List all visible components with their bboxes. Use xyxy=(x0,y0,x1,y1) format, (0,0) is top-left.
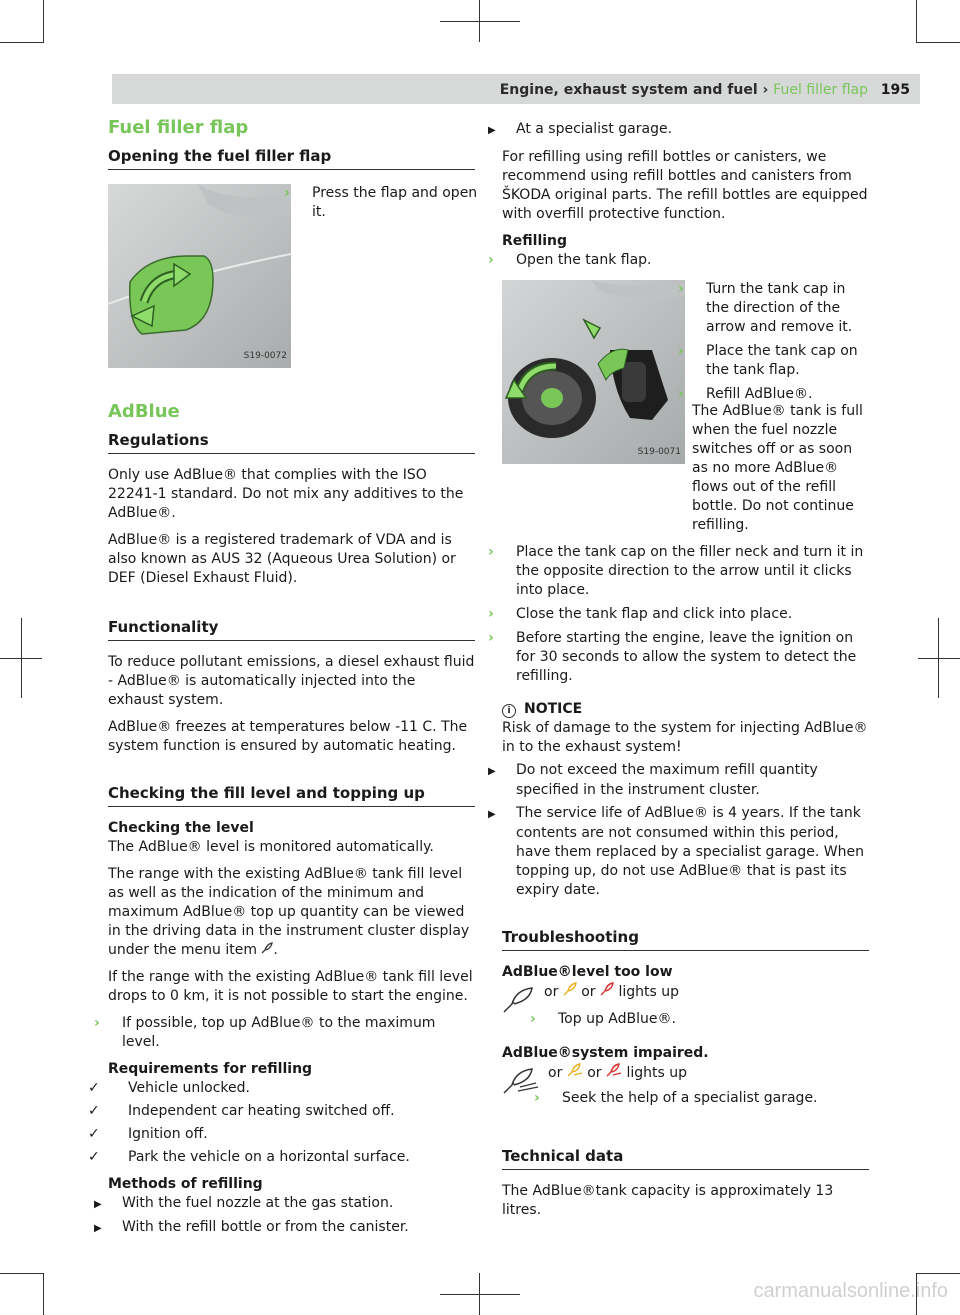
triangle-bullet-icon: ▶ xyxy=(94,1223,102,1234)
step-text: Place the tank cap on the filler neck and turn it in the opposite direction to the arrow until it clicks into place. xyxy=(516,544,864,598)
requirement-item xyxy=(88,1148,475,1167)
left-column xyxy=(88,117,478,1242)
watermark: carmanualsonline.info xyxy=(753,1280,948,1302)
step-text: Place the tank cap on the tank flap. xyxy=(706,343,858,378)
notice-item-text: Do not exceed the maximum refill quantity specified in the instrument cluster. xyxy=(516,762,818,798)
chevron-right-icon: › xyxy=(530,1011,536,1027)
step-after xyxy=(488,605,869,624)
or-text: or xyxy=(581,984,596,1000)
heading-checking: Checking the fill level and topping up xyxy=(108,784,475,807)
method-item xyxy=(94,1218,475,1238)
or-text: or xyxy=(548,1065,563,1081)
chevron-right-icon: › xyxy=(488,544,494,560)
nozzle-yellow-icon xyxy=(563,984,577,1000)
low-indicators xyxy=(544,982,679,1002)
impaired-indicators xyxy=(548,1063,687,1083)
step-after xyxy=(488,543,869,600)
impaired-title: AdBlue®system impaired. xyxy=(502,1045,709,1061)
chevron-right-icon: › xyxy=(534,1090,540,1106)
breadcrumb xyxy=(500,81,868,100)
section-title-fuel-flap: Fuel filler flap xyxy=(108,117,249,138)
check-icon: ✓ xyxy=(88,1080,100,1096)
impaired-block xyxy=(502,1063,869,1123)
figure-code: S19-0071 xyxy=(637,447,681,457)
notice-text: Risk of damage to the system for injecting AdBlue® in to the exhaust system! xyxy=(502,720,868,755)
triangle-bullet-icon: ▶ xyxy=(488,809,496,820)
functionality-p2: AdBlue® freezes at temperatures below -11 C. The system function is ensured by automatic heating. xyxy=(108,719,468,754)
system-yellow-icon xyxy=(567,1065,583,1081)
right-column xyxy=(488,120,869,1228)
requirement-text: Vehicle unlocked. xyxy=(128,1080,250,1096)
label-methods: Methods of refilling xyxy=(108,1176,263,1192)
step-open-text: Open the tank flap. xyxy=(516,252,652,268)
regulations-p1: Only use AdBlue® that complies with the ISO 22241-1 standard. Do not mix any additives to the AdBlue®. xyxy=(108,467,464,521)
chevron-right-icon: › xyxy=(678,281,684,297)
requirement-item xyxy=(88,1079,475,1098)
chevron-right-icon: › xyxy=(488,252,494,268)
refill-note: For refilling using refill bottles or canisters, we recommend using refill bottles and canisters from ŠKODA original parts. The refill bottles are equipped with overfill protective function. xyxy=(502,149,868,222)
step-text: Press the flap and open it. xyxy=(312,185,478,220)
heading-troubleshooting: Troubleshooting xyxy=(502,928,869,951)
notice-heading xyxy=(502,700,869,719)
adblue-cap-photo xyxy=(502,280,685,464)
side-steps xyxy=(678,280,869,412)
page-number: 195 xyxy=(880,82,910,98)
step-top-up xyxy=(94,1014,475,1052)
info-circle-icon: i xyxy=(502,704,516,718)
heading-technical-data: Technical data xyxy=(502,1147,869,1170)
nozzle-red-icon xyxy=(600,984,614,1000)
system-red-icon xyxy=(606,1065,622,1081)
requirement-item xyxy=(88,1102,475,1121)
or-text: or xyxy=(544,984,559,1000)
step-after xyxy=(488,629,869,686)
method-text: With the fuel nozzle at the gas station. xyxy=(122,1195,394,1211)
low-title: AdBlue®level too low xyxy=(502,964,673,980)
low-step-text: Top up AdBlue®. xyxy=(558,1011,676,1027)
triangle-bullet-icon: ▶ xyxy=(488,766,496,777)
or-text: or xyxy=(587,1065,602,1081)
check-icon: ✓ xyxy=(88,1149,100,1165)
requirement-text: Independent car heating switched off. xyxy=(128,1103,395,1119)
breadcrumb-separator: › xyxy=(762,82,769,98)
chevron-right-icon: › xyxy=(488,606,494,622)
step-refill xyxy=(678,385,869,404)
step-text: Turn the tank cap in the direction of the arrow and remove it. xyxy=(706,281,853,335)
requirement-text: Park the vehicle on a horizontal surface. xyxy=(128,1149,410,1165)
label-refilling: Refilling xyxy=(502,233,568,249)
step-text: Close the tank flap and click into place. xyxy=(516,606,793,622)
requirement-text: Ignition off. xyxy=(128,1126,208,1142)
range-text: The range with the existing AdBlue® tank fill level as well as the indication of the minimum and maximum AdBlue® top up quantity can be viewed in the driving data in the instrument cluster display under the menu item . xyxy=(108,866,470,958)
method-text: At a specialist garage. xyxy=(516,121,673,137)
step-text: Refill AdBlue®. xyxy=(706,386,813,402)
chevron-right-icon: › xyxy=(488,630,494,646)
figure-code: S19-0072 xyxy=(243,351,287,361)
method-item xyxy=(488,120,869,140)
lights-up-text: lights up xyxy=(618,984,680,1000)
breadcrumb-current: Fuel filler flap xyxy=(773,82,868,98)
check-icon: ✓ xyxy=(88,1126,100,1142)
functionality-p1: To reduce pollutant emissions, a diesel exhaust fluid - AdBlue® is automatically injected into the exhaust system. xyxy=(108,654,475,708)
zero-text: If the range with the existing AdBlue® tank fill level drops to 0 km, it is not possible to start the engine. xyxy=(108,969,473,1004)
heading-regulations: Regulations xyxy=(108,431,475,454)
technical-text: The AdBlue®tank capacity is approximately 13 litres. xyxy=(502,1183,834,1218)
check-icon: ✓ xyxy=(88,1103,100,1119)
section-title-adblue: AdBlue xyxy=(108,401,180,422)
method-item xyxy=(94,1194,475,1214)
low-step xyxy=(530,1010,676,1029)
heading-functionality: Functionality xyxy=(108,618,475,641)
full-text-content: The AdBlue® tank is full when the fuel nozzle switches off or as soon as no more AdBlue® flows out of the refill bottle. Do not continue refilling. xyxy=(692,403,863,533)
chevron-right-icon: › xyxy=(94,1015,100,1031)
regulations-p2: AdBlue® is a registered trademark of VDA and is also known as AUS 32 (Aqueous Urea Solution) or DEF (Diesel Exhaust Fluid). xyxy=(108,532,456,586)
chevron-right-icon: › xyxy=(678,343,684,359)
page-header xyxy=(112,74,920,104)
step-place-cap xyxy=(678,342,869,380)
chevron-right-icon: › xyxy=(284,185,290,201)
notice-item-text: The service life of AdBlue® is 4 years. If the tank contents are not consumed within this period, have them replaced by a specialist garage. When topping up, do not use AdBlue® that is past its expiry date. xyxy=(516,805,864,898)
notice-item xyxy=(488,761,869,800)
notice-item xyxy=(488,804,869,900)
label-checking-level: Checking the level xyxy=(108,820,254,836)
subtitle-opening-flap: Opening the fuel filler flap xyxy=(108,147,475,170)
triangle-bullet-icon: ▶ xyxy=(488,125,496,136)
lights-up-text: lights up xyxy=(626,1065,688,1081)
impaired-step xyxy=(534,1089,818,1108)
method-text: With the refill bottle or from the canister. xyxy=(122,1219,409,1235)
step-top-text: If possible, top up AdBlue® to the maximum level. xyxy=(122,1015,436,1050)
low-block xyxy=(502,982,869,1044)
breadcrumb-section: Engine, exhaust system and fuel xyxy=(499,82,758,98)
step-text: Before starting the engine, leave the ignition on for 30 seconds to allow the system to detect the refilling. xyxy=(516,630,857,684)
step-open-flap xyxy=(284,184,489,222)
level-text: The AdBlue® level is monitored automatically. xyxy=(108,839,434,855)
triangle-bullet-icon: ▶ xyxy=(94,1199,102,1210)
chevron-right-icon: › xyxy=(678,386,684,402)
label-requirements: Requirements for refilling xyxy=(108,1061,313,1077)
requirement-item xyxy=(88,1125,475,1144)
nozzle-menu-icon xyxy=(261,941,273,960)
impaired-step-text: Seek the help of a specialist garage. xyxy=(562,1090,818,1106)
notice-label: NOTICE xyxy=(524,701,583,717)
step-turn-cap xyxy=(678,280,869,337)
range-text-content: The range with the existing AdBlue® tank fill level as well as the indication of the minimum and maximum AdBlue® top up quantity can be viewed in the driving data in the instrument cluster display under the menu item xyxy=(108,866,470,958)
step-open-tank-flap xyxy=(488,251,869,270)
fuel-flap-photo xyxy=(108,184,291,368)
